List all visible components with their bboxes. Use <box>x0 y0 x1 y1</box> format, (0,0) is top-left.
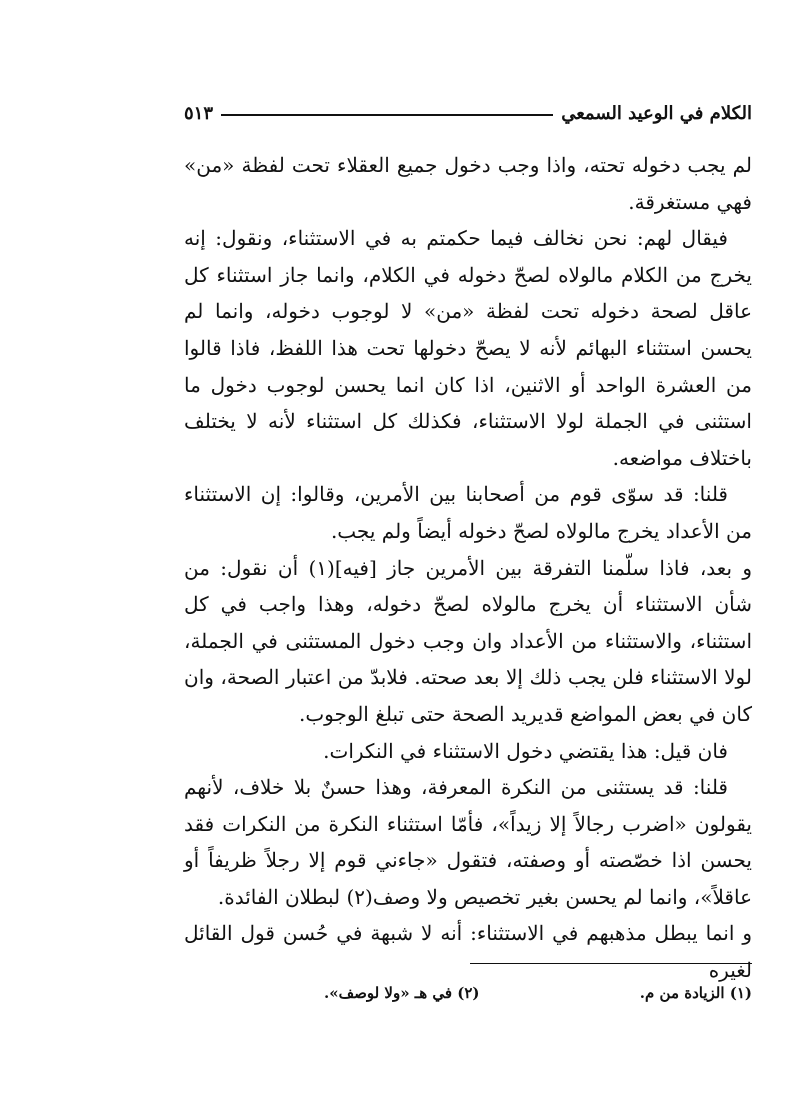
footnotes <box>184 984 752 1002</box>
paragraph-6: قلنا: قد يستثنى من النكرة المعرفة، وهذا حسنٌ بلا خلاف، لأنهم يقولون «اضرب رجالاً إلا زيداً»، فأمّا استثناء النكرة من النكرات فقد يحسن اذا خصّصته أو وصفته، فتقول «جاءني قوم إلا رجلاً ظريفاً أو عاقلاً»، وانما لم يحسن بغير تخصيص ولا وصف(٢) لبطلان الفائدة. <box>184 775 752 909</box>
paragraph-1: لم يجب دخوله تحته، واذا وجب دخول جميع العقلاء تحت لفظة «من» فهي مستغرقة. <box>184 153 752 214</box>
footnote-1: (١) الزيادة من م. <box>639 984 752 1002</box>
body-text <box>184 147 752 989</box>
header-title: الكلام في الوعيد السمعي <box>561 103 752 124</box>
paragraph-3: قلنا: قد سوّى قوم من أصحابنا بين الأمرين، وقالوا: إن الاستثناء من الأعداد يخرج مالولاه لصحّ دخوله أيضاً ولم يجب. <box>184 482 752 543</box>
paragraph-5: فان قيل: هذا يقتضي دخول الاستثناء في النكرات. <box>323 738 728 763</box>
footnote-rule <box>470 963 752 964</box>
page-number: ٥١٣ <box>184 103 214 124</box>
footnote-2: (٢) في هـ «ولا لوصف». <box>324 984 480 1002</box>
paragraph-7: و انما يبطل مذهبهم في الاستثناء: أنه لا شبهة في حُسن قول القائل لغيره <box>184 921 752 983</box>
header-rule <box>221 114 553 116</box>
paragraph-4: و بعد، فاذا سلّمنا التفرقة بين الأمرين جاز [فيه](١) أن نقول: من شأن الاستثناء أن يخرج مالولاه لصحّ دخوله، وهذا واجب في كل استثناء، والاستثناء من الأعداد وان وجب دخول المستثنى في الجملة، لولا الاستثناء فلن يجب ذلك إلا بعد صحته. فلابدّ من اعتبار الصحة، وان كان في بعض المواضع قديريد الصحة حتى تبلغ الوجوب. <box>184 555 753 726</box>
running-header <box>184 94 752 124</box>
paragraph-2: فيقال لهم: نحن نخالف فيما حكمتم به في الاستثناء، ونقول: إنه يخرج من الكلام مالولاه لصحّ دخوله في الكلام، وانما جاز استثناء كل عاقل لصحة دخوله تحت لفظة «من» لا لوجوب دخوله، وانما لم يحسن استثناء البهائم لأنه لا يصحّ دخولها تحت هذا اللفظ، فاذا قالوا من العشرة الواحد أو الاثنين، اذا كان انما يحسن لوجوب دخول ما استثنى في الجملة لولا الاستثناء، فكذلك كل استثناء لأنه لا يختلف باختلاف مواضعه. <box>184 226 752 470</box>
